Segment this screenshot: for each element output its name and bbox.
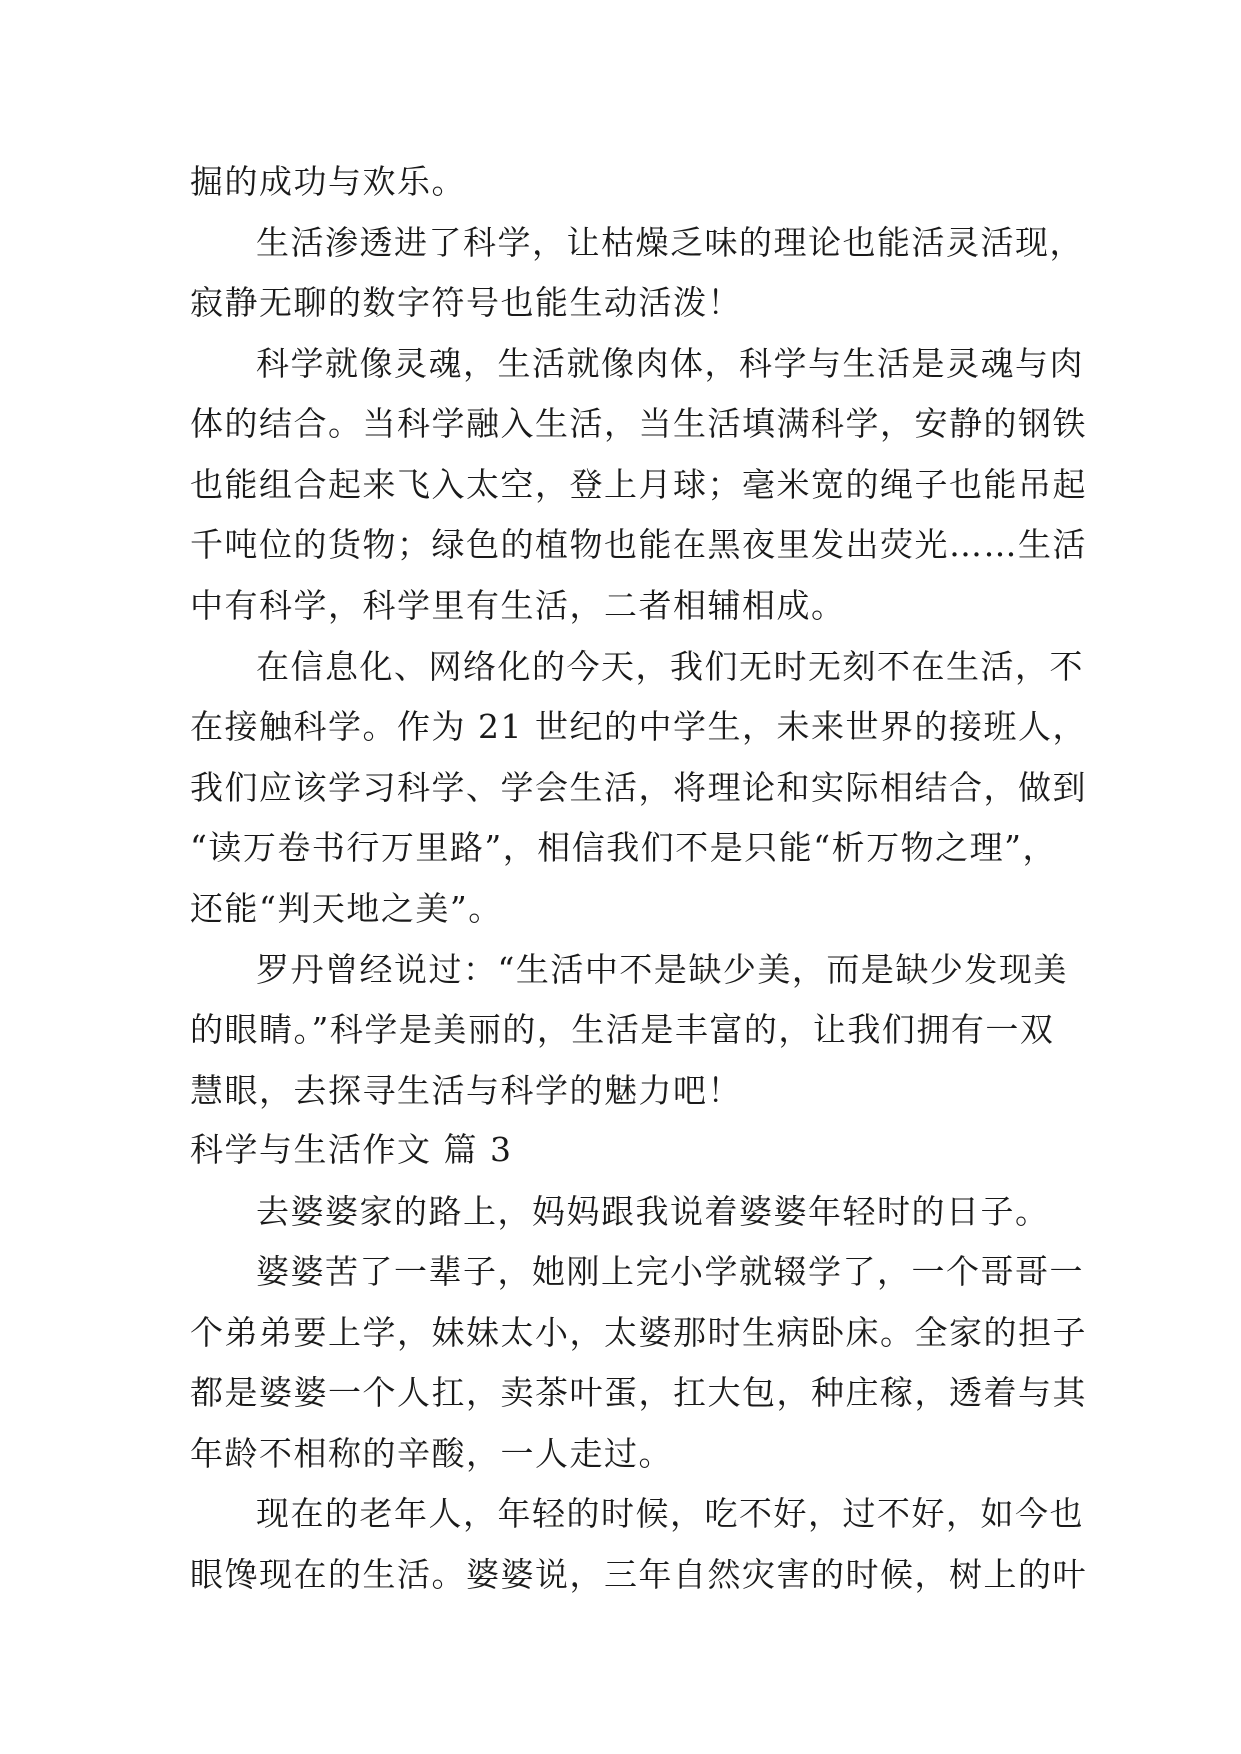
- text-line: 的眼睛。”科学是美丽的，生活是丰富的，让我们拥有一双: [190, 1010, 1055, 1049]
- paragraph-start-line: 婆婆苦了一辈子，她刚上完小学就辍学了，一个哥哥一: [256, 1252, 1084, 1291]
- text-line: 年龄不相称的辛酸，一人走过。: [190, 1434, 673, 1473]
- paragraph-start-line: 在信息化、网络化的今天，我们无时无刻不在生活，不: [256, 647, 1084, 686]
- text-line: 也能组合起来飞入太空，登上月球；毫米宽的绳子也能吊起: [190, 465, 1087, 504]
- text-line: 千吨位的货物；绿色的植物也能在黑夜里发出荧光……生活: [190, 525, 1087, 564]
- text-line: 眼馋现在的生活。婆婆说，三年自然灾害的时候，树上的叶: [190, 1555, 1087, 1594]
- text-line: 还能“判天地之美”。: [190, 889, 503, 928]
- section-heading: 科学与生活作文 篇 3: [190, 1130, 513, 1169]
- text-line: 个弟弟要上学，妹妹太小，太婆那时生病卧床。全家的担子: [190, 1313, 1087, 1352]
- text-line: 慧眼，去探寻生活与科学的魅力吧！: [190, 1071, 742, 1110]
- text-line: 寂静无聊的数字符号也能生动活泼！: [190, 283, 742, 322]
- text-line: “读万卷书行万里路”，相信我们不是只能“析万物之理”，: [190, 828, 1057, 867]
- text-line: 体的结合。当科学融入生活，当生活填满科学，安静的钢铁: [190, 404, 1087, 443]
- paragraph-start-line: 罗丹曾经说过：“生活中不是缺少美，而是缺少发现美: [256, 950, 1068, 989]
- paragraph-start-line: 去婆婆家的路上，妈妈跟我说着婆婆年轻时的日子。: [256, 1192, 1050, 1231]
- text-line: 我们应该学习科学、学会生活，将理论和实际相结合，做到: [190, 768, 1087, 807]
- text-line: 中有科学，科学里有生活，二者相辅相成。: [190, 586, 846, 625]
- text-line: 都是婆婆一个人扛，卖茶叶蛋，扛大包，种庄稼，透着与其: [190, 1373, 1087, 1412]
- text-line: 在接触科学。作为 21 世纪的中学生，未来世界的接班人，: [190, 707, 1087, 746]
- text-line: 掘的成功与欢乐。: [190, 162, 466, 201]
- paragraph-start-line: 科学就像灵魂，生活就像肉体，科学与生活是灵魂与肉: [256, 344, 1084, 383]
- paragraph-start-line: 现在的老年人，年轻的时候，吃不好，过不好，如今也: [256, 1494, 1084, 1533]
- paragraph-start-line: 生活渗透进了科学，让枯燥乏味的理论也能活灵活现，: [256, 223, 1084, 262]
